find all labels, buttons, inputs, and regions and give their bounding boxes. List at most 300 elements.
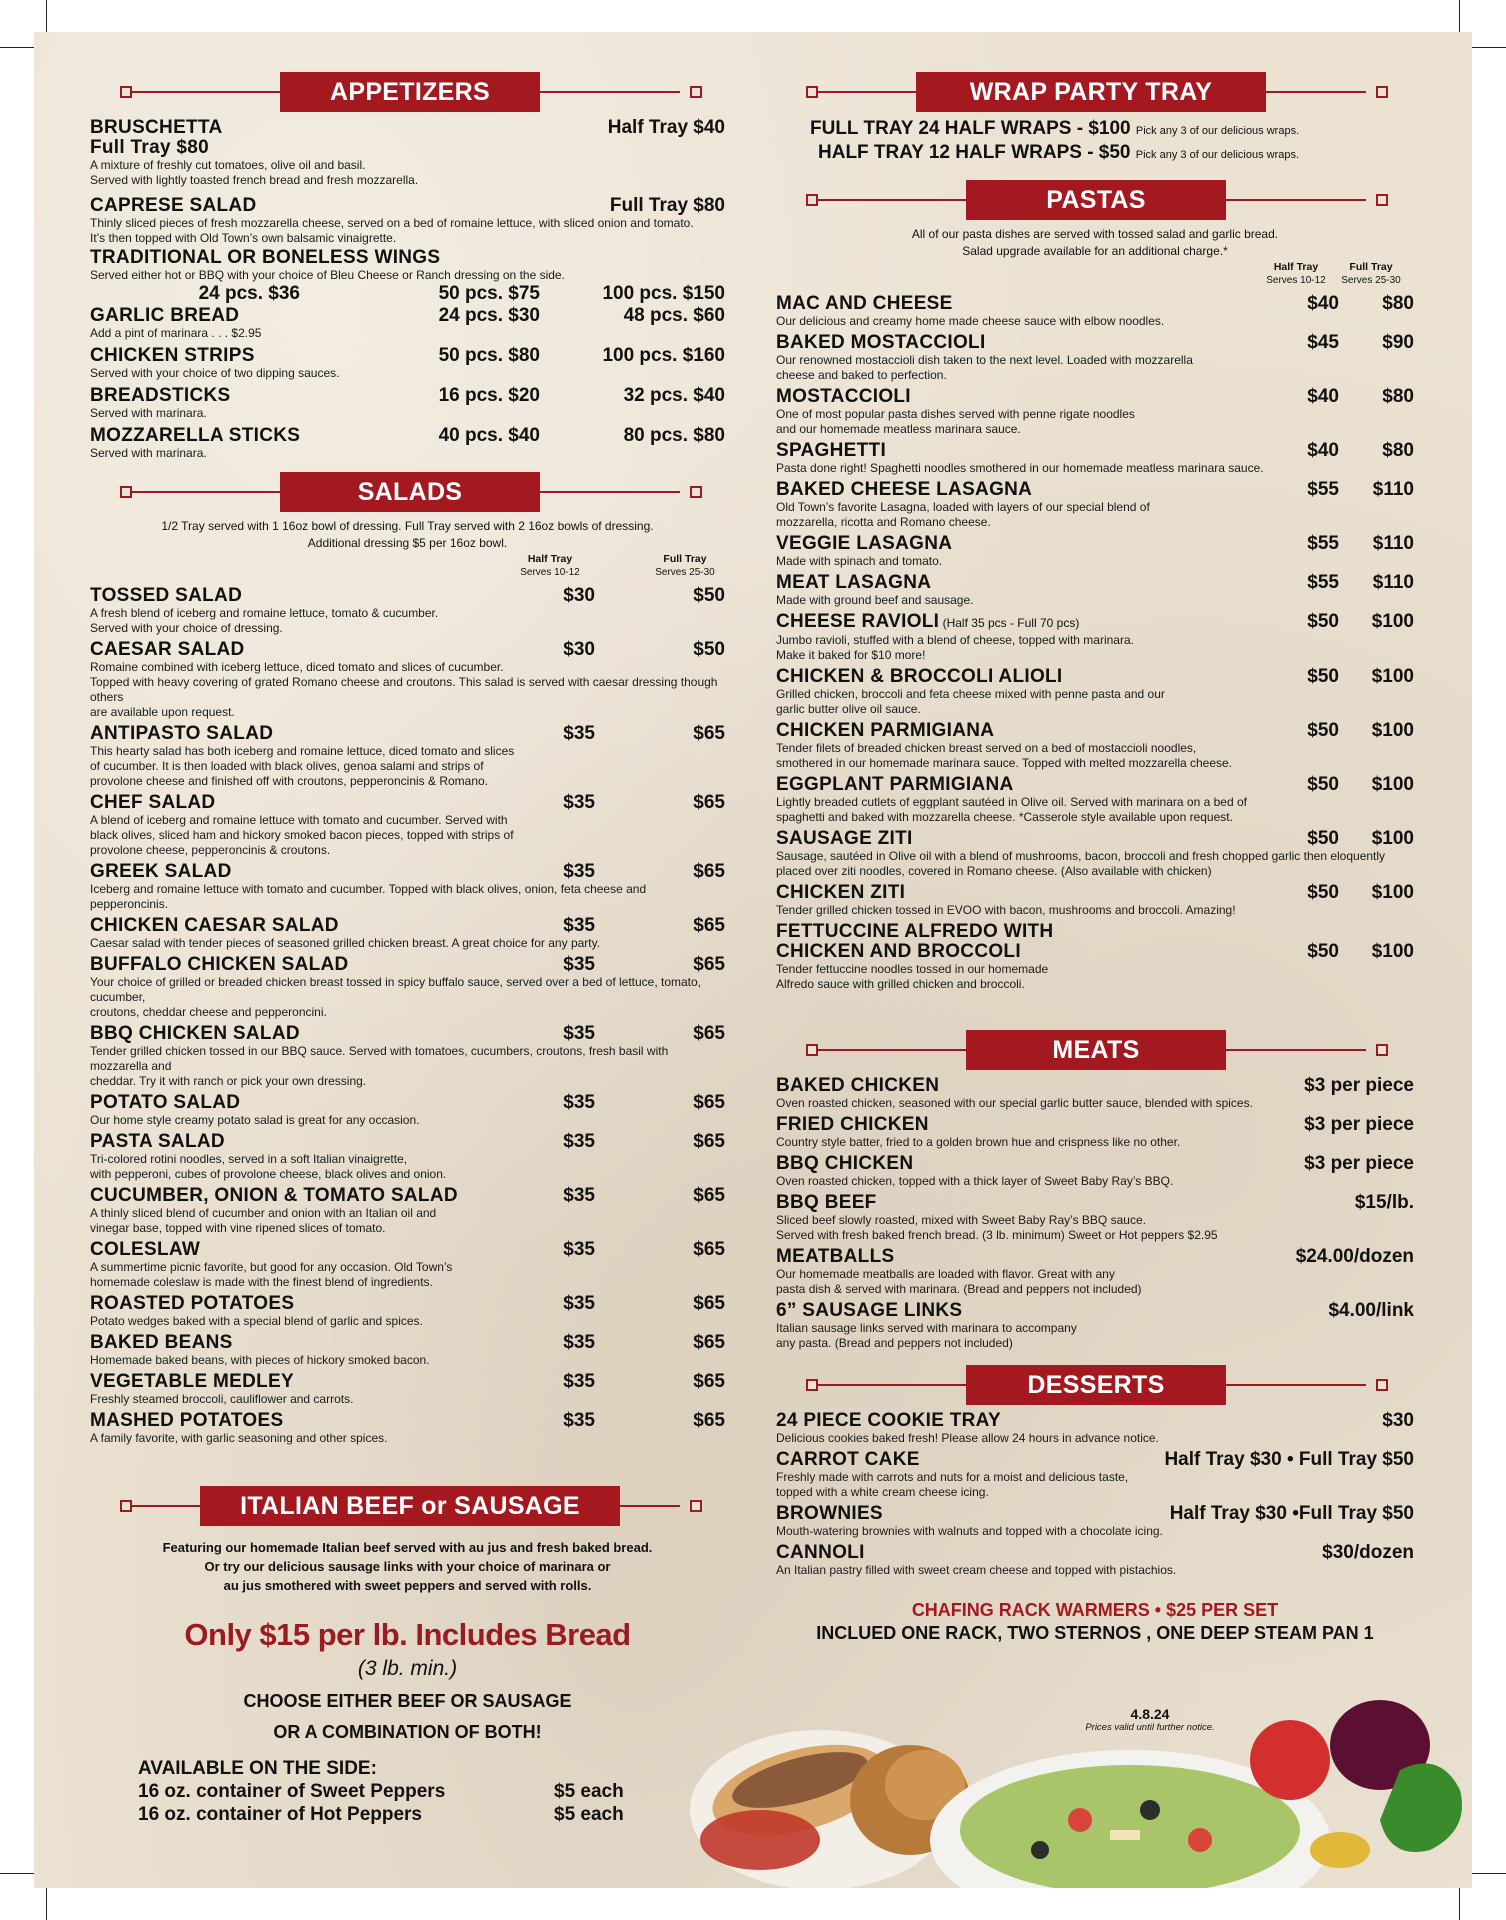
- side-item-name: 16 oz. container of Hot Peppers: [138, 1804, 422, 1825]
- item-description: Served with your choice of two dipping sauces.: [90, 366, 340, 380]
- item-description: provolone cheese, pepperoncinis & croutons.: [90, 843, 331, 857]
- ornament-icon: [1376, 86, 1388, 98]
- menu-item: [90, 916, 725, 951]
- item-name-note: (Half 35 pcs - Full 70 pcs): [939, 616, 1080, 630]
- section-title: PASTAS: [966, 180, 1226, 220]
- pastas-header: [776, 180, 1414, 220]
- item-description: Your choice of grilled or breaded chicken breast tossed in spicy buffalo sauce, served over a bed of lettuce, tomato, cucumber,: [90, 975, 702, 1004]
- beef-choice: OR A COMBINATION OF BOTH!: [273, 1722, 542, 1742]
- price-note: Prices valid until further notice.: [1085, 1722, 1215, 1733]
- full-tray-label: Full Tray Serves 25-30: [655, 553, 715, 578]
- salad-list: [90, 586, 725, 1446]
- item-description: An Italian pastry filled with sweet cream cheese and topped with pistachios.: [776, 1563, 1177, 1577]
- item-description: Romaine combined with iceberg lettuce, diced tomato and slices of cucumber.: [90, 660, 504, 674]
- ornament-icon: [1376, 1044, 1388, 1056]
- item-description: A fresh blend of iceberg and romaine lettuce, tomato & cucumber.: [90, 606, 439, 620]
- item-name: CANNOLI: [776, 1542, 865, 1563]
- item-description: Oven roasted chicken, seasoned with our special garlic butter sauce, blended with spices.: [776, 1096, 1253, 1110]
- menu-item: [776, 534, 1414, 569]
- crop-mark: [1459, 0, 1460, 34]
- right-column: [776, 72, 1414, 1644]
- half-tray-label: Half Tray Serves 10-12: [1266, 261, 1326, 286]
- item-name: SAUSAGE ZITI: [776, 828, 913, 849]
- item-description: are available upon request.: [90, 705, 235, 719]
- item-description: Sliced beef slowly roasted, mixed with Sweet Baby Ray’s BBQ sauce.: [776, 1213, 1146, 1227]
- menu-item: [90, 1024, 725, 1089]
- menu-item: [776, 1247, 1414, 1297]
- full-tray-price: $100: [1371, 828, 1414, 849]
- item-description: Thinly sliced pieces of fresh mozzarella cheese, served on a bed of romaine lettuce, with sliced onion and tomato.: [90, 216, 694, 230]
- item-price: $3 per piece: [1304, 1075, 1414, 1096]
- half-tray-price: $40: [1307, 440, 1339, 461]
- item-description: pasta dish & served with marinara. (Bread and peppers not included): [776, 1282, 1142, 1296]
- item-price: 50 pcs. $80: [438, 345, 540, 366]
- item-description: any pasta. (Bread and peppers not included): [776, 1336, 1013, 1350]
- section-note: All of our pasta dishes are served with tossed salad and garlic bread.: [911, 227, 1279, 241]
- half-tray-price: $35: [563, 1371, 595, 1392]
- section-description: Or try our delicious sausage links with your choice of marinara or: [204, 1559, 611, 1574]
- item-description: A thinly sliced blend of cucumber and onion with an Italian oil and: [90, 1206, 437, 1220]
- half-tray-price: $35: [563, 915, 595, 936]
- menu-item: [776, 1115, 1414, 1150]
- item-description: Our home style creamy potato salad is great for any occasion.: [90, 1113, 420, 1127]
- item-name: CHICKEN AND BROCCOLI: [776, 941, 1021, 962]
- wrap-full-tray: FULL TRAY 24 HALF WRAPS - $100 Pick any 3 of our delicious wraps.: [810, 118, 1300, 139]
- section-title: APPETIZERS: [280, 72, 540, 112]
- full-tray-price: $65: [693, 861, 725, 882]
- half-tray-price: $35: [563, 954, 595, 975]
- menu-item: [90, 1372, 725, 1407]
- section-note: Salad upgrade available for an additional charge.*: [962, 244, 1228, 258]
- item-description: Alfredo sauce with grilled chicken and broccoli.: [776, 977, 1025, 991]
- full-tray-price: $100: [1371, 720, 1414, 741]
- dessert-list: [776, 1411, 1414, 1578]
- menu-item: [776, 667, 1414, 717]
- item-description: homemade coleslaw is made with the finest blend of ingredients.: [90, 1275, 433, 1289]
- full-tray-price: $50: [693, 585, 725, 606]
- full-tray-price: $65: [693, 954, 725, 975]
- wrap-note: Pick any 3 of our delicious wraps.: [1135, 125, 1300, 137]
- item-description: Served with fresh baked french bread. (3 lb. minimum) Sweet or Hot peppers $2.95: [776, 1228, 1218, 1242]
- full-tray-price: $65: [693, 723, 725, 744]
- item-description: cheddar. Try it with ranch or pick your own dressing.: [90, 1074, 367, 1088]
- item-description: This hearty salad has both iceberg and romaine lettuce, diced tomato and slices: [90, 744, 515, 758]
- item-description: cheese and baked to perfection.: [776, 368, 947, 382]
- full-tray-price: $90: [1382, 332, 1414, 353]
- item-price: $30/dozen: [1322, 1542, 1414, 1563]
- menu-item-garlic-bread: [90, 306, 725, 346]
- peppers-icon: [700, 1810, 820, 1870]
- side-item-name: 16 oz. container of Sweet Peppers: [138, 1781, 446, 1802]
- full-tray-price: $100: [1371, 774, 1414, 795]
- half-tray-price: $55: [1307, 572, 1339, 593]
- item-description: smothered in our homemade marinara sauce. Topped with melted mozzarella cheese.: [776, 756, 1233, 770]
- item-description: Country style batter, fried to a golden brown hue and crispness like no other.: [776, 1135, 1181, 1149]
- serves-header: [90, 552, 725, 582]
- menu-item-mozzarella-sticks: [90, 426, 725, 472]
- half-tray-price: $35: [563, 1023, 595, 1044]
- item-price: 40 pcs. $40: [438, 425, 540, 446]
- full-tray-price: $65: [693, 1023, 725, 1044]
- item-price: 48 pcs. $60: [623, 305, 725, 326]
- full-tray-price: $80: [1382, 293, 1414, 314]
- full-tray-price: $110: [1372, 572, 1414, 593]
- item-price: 100 pcs. $160: [602, 345, 725, 366]
- menu-item: [776, 883, 1414, 918]
- item-name: CHICKEN CAESAR SALAD: [90, 915, 339, 936]
- item-description: garlic butter olive oil sauce.: [776, 702, 921, 716]
- ornament-icon: [1376, 1379, 1388, 1391]
- item-name: BBQ CHICKEN: [776, 1153, 914, 1174]
- item-description: mozzarella, ricotta and Romano cheese.: [776, 515, 991, 529]
- menu-item: [776, 387, 1414, 437]
- beef-choice: CHOOSE EITHER BEEF OR SAUSAGE: [243, 1691, 572, 1711]
- half-tray-price: $35: [563, 1185, 595, 1206]
- full-tray-price: $110: [1372, 533, 1414, 554]
- half-tray-price: $35: [563, 861, 595, 882]
- menu-item: [776, 775, 1414, 825]
- crop-mark: [1472, 47, 1506, 48]
- item-description: Jumbo ravioli, stuffed with a blend of cheese, topped with marinara.: [776, 633, 1134, 647]
- item-name: MASHED POTATOES: [90, 1410, 284, 1431]
- menu-item: [776, 1193, 1414, 1243]
- item-description: placed over ziti noodles, covered in Romano cheese. (Also available with chicken): [776, 864, 1212, 878]
- crop-mark: [46, 0, 47, 34]
- pasta-list: [776, 294, 1414, 992]
- item-name: FRIED CHICKEN: [776, 1114, 929, 1135]
- half-tray-price: $35: [563, 1410, 595, 1431]
- item-price: $30: [1382, 1410, 1414, 1431]
- item-name: CAPRESE SALAD: [90, 195, 257, 216]
- item-description: A mixture of freshly cut tomatoes, olive oil and basil.: [90, 158, 366, 172]
- item-name: MAC AND CHEESE: [776, 293, 953, 314]
- menu-item: [90, 1240, 725, 1290]
- item-description: Served with marinara.: [90, 446, 207, 460]
- item-name: MOSTACCIOLI: [776, 386, 911, 407]
- item-name: GARLIC BREAD: [90, 305, 240, 326]
- half-tray-price: $55: [1307, 479, 1339, 500]
- full-tray-price: $65: [693, 1239, 725, 1260]
- item-name: CUCUMBER, ONION & TOMATO SALAD: [90, 1185, 458, 1206]
- item-description: A summertime picnic favorite, but good for any occasion. Old Town’s: [90, 1260, 453, 1274]
- menu-item: [776, 480, 1414, 530]
- item-name: POTATO SALAD: [90, 1092, 241, 1113]
- item-description: Our homemade meatballs are loaded with flavor. Great with any: [776, 1267, 1115, 1281]
- side-title: AVAILABLE ON THE SIDE:: [138, 1758, 377, 1779]
- half-tray-price: $50: [1307, 611, 1339, 632]
- item-name: BREADSTICKS: [90, 385, 231, 406]
- full-tray-label: Full Tray Serves 25-30: [1341, 261, 1401, 286]
- full-tray-price: $65: [693, 1185, 725, 1206]
- ornament-icon: [690, 486, 702, 498]
- item-description: Topped with heavy covering of grated Romano cheese and croutons. This salad is served with caesar dressing though others: [90, 675, 718, 704]
- full-tray-price: $65: [693, 1410, 725, 1431]
- half-tray-price: $55: [1307, 533, 1339, 554]
- menu-item: [776, 829, 1414, 879]
- menu-item: [90, 793, 725, 858]
- left-column: [90, 72, 725, 1826]
- meat-list: [776, 1076, 1414, 1351]
- item-description: Caesar salad with tender pieces of seasoned grilled chicken breast. A great choice for any party.: [90, 936, 601, 950]
- menu-item: [776, 573, 1414, 608]
- item-name: 6” SAUSAGE LINKS: [776, 1300, 963, 1321]
- half-tray-price: $35: [563, 792, 595, 813]
- item-name: ROASTED POTATOES: [90, 1293, 295, 1314]
- full-tray-price: $80: [1382, 440, 1414, 461]
- full-tray-price: $65: [693, 915, 725, 936]
- side-item: [138, 1780, 725, 1803]
- item-name: CHICKEN & BROCCOLI ALIOLI: [776, 666, 1063, 687]
- item-price: Half Tray $30 •Full Tray $50: [1169, 1503, 1414, 1524]
- item-name: VEGETABLE MEDLEY: [90, 1371, 294, 1392]
- ornament-icon: [690, 86, 702, 98]
- item-description: Oven roasted chicken, topped with a thick layer of Sweet Baby Ray’s BBQ.: [776, 1174, 1174, 1188]
- item-description: Served with marinara.: [90, 406, 207, 420]
- item-price: Half Tray $30 • Full Tray $50: [1164, 1449, 1414, 1470]
- wrap-note: Pick any 3 of our delicious wraps.: [1135, 149, 1300, 161]
- menu-item: [90, 955, 725, 1020]
- salads-header: [90, 472, 725, 512]
- appetizers-header: [90, 72, 725, 112]
- item-description: vinegar base, topped with vine ripened slices of tomato.: [90, 1221, 386, 1235]
- full-tray-price: $65: [693, 792, 725, 813]
- item-name: MEAT LASAGNA: [776, 572, 932, 593]
- item-name: CHEESE RAVIOLI (Half 35 pcs - Full 70 pcs): [776, 611, 1080, 632]
- section-note: 1/2 Tray served with 1 16oz bowl of dressing. Full Tray served with 2 16oz bowls of dressing.: [161, 519, 654, 533]
- item-description: Made with ground beef and sausage.: [776, 593, 974, 607]
- item-description: Mouth-watering brownies with walnuts and topped with a chocolate icing.: [776, 1524, 1163, 1538]
- menu-item: [776, 441, 1414, 476]
- menu-item: [90, 1333, 725, 1368]
- item-description: A family favorite, with garlic seasoning and other spices.: [90, 1431, 388, 1445]
- item-name: PASTA SALAD: [90, 1131, 225, 1152]
- menu-item: [90, 1132, 725, 1182]
- item-price: 50 pcs. $75: [438, 283, 540, 304]
- menu-item-bruschetta: [90, 118, 725, 196]
- half-tray-price: $30: [563, 639, 595, 660]
- half-tray-price: $40: [1307, 386, 1339, 407]
- full-tray-price: $65: [693, 1131, 725, 1152]
- item-description: Sausage, sautéed in Olive oil with a blend of mushrooms, bacon, broccoli and fresh chopped garlic then eloquently: [776, 849, 1386, 863]
- menu-item: [90, 1186, 725, 1236]
- item-description: Homemade baked beans, with pieces of hickory smoked bacon.: [90, 1353, 430, 1367]
- wrap-half-tray: HALF TRAY 12 HALF WRAPS - $50 Pick any 3 of our delicious wraps.: [818, 142, 1300, 163]
- wraps-header: [776, 72, 1414, 112]
- item-name: BRUSCHETTA: [90, 117, 223, 138]
- item-price: 100 pcs. $150: [602, 283, 725, 304]
- half-tray-price: $50: [1307, 828, 1339, 849]
- section-title: DESSERTS: [966, 1365, 1226, 1405]
- item-name: BAKED CHICKEN: [776, 1075, 940, 1096]
- item-description: Add a pint of marinara . . . $2.95: [90, 326, 262, 340]
- menu-item: [90, 862, 725, 912]
- full-tray-price: $110: [1372, 479, 1414, 500]
- half-tray-price: $30: [563, 585, 595, 606]
- menu-item: [776, 1543, 1414, 1578]
- half-tray-price: $50: [1307, 882, 1339, 903]
- side-item: [138, 1803, 725, 1826]
- side-item-price: $5 each: [554, 1781, 624, 1802]
- menu-item-chicken-strips: [90, 346, 725, 386]
- item-name: BAKED CHEESE LASAGNA: [776, 479, 1033, 500]
- item-description: Old Town’s favorite Lasagna, loaded with layers of our special blend of: [776, 500, 1150, 514]
- item-description: Freshly steamed broccoli, cauliflower and carrots.: [90, 1392, 354, 1406]
- item-name: MEATBALLS: [776, 1246, 895, 1267]
- half-tray-price: $35: [563, 1131, 595, 1152]
- item-price: 32 pcs. $40: [623, 385, 725, 406]
- menu-item: [90, 1093, 725, 1128]
- menu-item: [90, 1411, 725, 1446]
- half-tray-price: $40: [1307, 293, 1339, 314]
- menu-item: [776, 1301, 1414, 1351]
- item-description: Tender fettuccine noodles tossed in our homemade: [776, 962, 1049, 976]
- ornament-icon: [1376, 194, 1388, 206]
- chafing-detail: INCLUED ONE RACK, TWO STERNOS , ONE DEEP STEAM PAN 1: [816, 1623, 1374, 1643]
- item-name: BAKED MOSTACCIOLI: [776, 332, 986, 353]
- half-tray-price: $35: [563, 1239, 595, 1260]
- menu-item: [90, 1294, 725, 1329]
- item-description: black olives, sliced ham and hickory smoked bacon pieces, topped with strips of: [90, 828, 514, 842]
- half-tray-price: $35: [563, 1332, 595, 1353]
- item-name: EGGPLANT PARMIGIANA: [776, 774, 1014, 795]
- crop-mark: [0, 1873, 34, 1874]
- item-description: provolone cheese and finished off with croutons, pepperoncinis & Romano.: [90, 774, 489, 788]
- item-name: SPAGHETTI: [776, 440, 887, 461]
- item-name: VEGGIE LASAGNA: [776, 533, 953, 554]
- item-price: 16 pcs. $20: [438, 385, 540, 406]
- item-name: FETTUCCINE ALFREDO WITH: [776, 921, 1054, 942]
- item-description: topped with a white cream cheese icing.: [776, 1485, 989, 1499]
- full-tray-price: $100: [1371, 611, 1414, 632]
- half-tray-price: $35: [563, 1293, 595, 1314]
- item-price: $24.00/dozen: [1295, 1246, 1414, 1267]
- item-name: CHICKEN PARMIGIANA: [776, 720, 995, 741]
- half-tray-price: $50: [1307, 774, 1339, 795]
- menu-item: [776, 294, 1414, 329]
- section-title: MEATS: [966, 1030, 1226, 1070]
- full-tray-price: $65: [693, 1332, 725, 1353]
- item-name: CARROT CAKE: [776, 1449, 920, 1470]
- menu-item: [90, 586, 725, 636]
- item-description: Freshly made with carrots and nuts for a moist and delicious taste,: [776, 1470, 1129, 1484]
- half-tray-price: $45: [1307, 332, 1339, 353]
- beef-minimum: (3 lb. min.): [357, 1657, 458, 1680]
- item-description: spaghetti and baked with mozzarella cheese. *Casserole style available upon request.: [776, 810, 1233, 824]
- item-description: Pasta done right! Spaghetti noodles smothered in our homemade meatless marinara sauce.: [776, 461, 1264, 475]
- menu-item: [776, 612, 1414, 663]
- full-tray-price: $65: [693, 1293, 725, 1314]
- section-description: au jus smothered with sweet peppers and served with rolls.: [223, 1578, 592, 1593]
- half-tray-price: $50: [1307, 720, 1339, 741]
- item-price: $4.00/link: [1328, 1300, 1414, 1321]
- item-description: Tender grilled chicken tossed in EVOO with bacon, mushrooms and broccoli. Amazing!: [776, 903, 1236, 917]
- item-name: MOZZARELLA STICKS: [90, 425, 301, 446]
- crop-mark: [0, 47, 34, 48]
- item-price: Half Tray $40: [607, 117, 725, 138]
- item-description: Iceberg and romaine lettuce with tomato and cucumber. Topped with black olives, onion, feta cheese and pepperoncinis.: [90, 882, 647, 911]
- item-description: of cucumber. It is then loaded with black olives, genoa salami and strips of: [90, 759, 484, 773]
- menu-item: [776, 1154, 1414, 1189]
- full-tray-price: $100: [1371, 882, 1414, 903]
- menu-item: [90, 640, 725, 720]
- item-description: Grilled chicken, broccoli and feta cheese mixed with penne pasta and our: [776, 687, 1165, 701]
- full-tray-price: $50: [693, 639, 725, 660]
- item-description: Served with your choice of dressing.: [90, 621, 283, 635]
- menu-item-caprese: [90, 196, 725, 248]
- section-title: ITALIAN BEEF or SAUSAGE: [200, 1486, 620, 1526]
- item-description: Lightly breaded cutlets of eggplant sautéed in Olive oil. Served with marinara on a bed of: [776, 795, 1247, 809]
- food-photo: [680, 1690, 1472, 1888]
- item-description: Our renowned mostaccioli dish taken to the next level. Loaded with mozzarella: [776, 353, 1193, 367]
- item-name: TOSSED SALAD: [90, 585, 243, 606]
- item-description: It’s then topped with Old Town’s own balsamic vinaigrette.: [90, 231, 397, 245]
- section-title: SALADS: [280, 472, 540, 512]
- italian-beef-header: [90, 1486, 725, 1526]
- item-name: BBQ BEEF: [776, 1192, 877, 1213]
- menu-item: [90, 724, 725, 789]
- revision-date: 4.8.24: [1130, 1706, 1170, 1722]
- item-name: BAKED BEANS: [90, 1332, 233, 1353]
- item-price: $3 per piece: [1304, 1153, 1414, 1174]
- menu-item-breadsticks: [90, 386, 725, 426]
- menu-item: [776, 1411, 1414, 1446]
- item-description: and our homemade meatless marinara sauce.: [776, 422, 1021, 436]
- item-name: CHEF SALAD: [90, 792, 216, 813]
- item-name: BUFFALO CHICKEN SALAD: [90, 954, 349, 975]
- meats-header: [776, 1030, 1414, 1070]
- item-description: Made with spinach and tomato.: [776, 554, 943, 568]
- item-price: Full Tray $80: [609, 195, 725, 216]
- item-name: CAESAR SALAD: [90, 639, 245, 660]
- item-description: A blend of iceberg and romaine lettuce with tomato and cucumber. Served with: [90, 813, 508, 827]
- item-description: Served with lightly toasted french bread and fresh mozzarella.: [90, 173, 419, 187]
- half-tray-label: Half Tray Serves 10-12: [520, 553, 580, 578]
- item-price: 24 pcs. $30: [438, 305, 540, 326]
- item-description: Our delicious and creamy home made cheese sauce with elbow noodles.: [776, 314, 1165, 328]
- item-description: Tender filets of breaded chicken breast served on a bed of mostaccioli noodles,: [776, 741, 1197, 755]
- ornament-icon: [690, 1500, 702, 1512]
- section-description: Featuring our homemade Italian beef served with au jus and fresh baked bread.: [162, 1540, 653, 1555]
- item-name: BBQ CHICKEN SALAD: [90, 1023, 300, 1044]
- tomato-icon: [1250, 1720, 1330, 1800]
- half-tray-price: $35: [563, 723, 595, 744]
- menu-item: [776, 922, 1414, 992]
- beef-price: Only $15 per lb. Includes Bread: [184, 1617, 631, 1652]
- item-name: 24 PIECE COOKIE TRAY: [776, 1410, 1001, 1431]
- item-description: Tri-colored rotini noodles, served in a soft Italian vinaigrette,: [90, 1152, 408, 1166]
- item-price: $3 per piece: [1304, 1114, 1414, 1135]
- crop-mark: [1459, 1888, 1460, 1920]
- chafing-title: CHAFING RACK WARMERS • $25 PER SET: [911, 1600, 1279, 1620]
- item-name: ANTIPASTO SALAD: [90, 723, 274, 744]
- desserts-header: [776, 1365, 1414, 1405]
- half-tray-price: $50: [1307, 666, 1339, 687]
- item-name: COLESLAW: [90, 1239, 201, 1260]
- menu-item: [776, 721, 1414, 771]
- full-tray-price: $100: [1371, 666, 1414, 687]
- item-name: GREEK SALAD: [90, 861, 232, 882]
- item-price: 80 pcs. $80: [623, 425, 725, 446]
- menu-item: [776, 1076, 1414, 1111]
- menu-item: [776, 1450, 1414, 1500]
- serves-header: [776, 260, 1414, 290]
- item-description: Tender grilled chicken tossed in our BBQ sauce. Served with tomatoes, cucumbers, croutons, fresh basil with mozzarella and: [90, 1044, 669, 1073]
- item-description: Italian sausage links served with marinara to accompany: [776, 1321, 1077, 1335]
- crop-mark: [1472, 1873, 1506, 1874]
- item-price: Full Tray $80: [90, 137, 210, 158]
- item-description: One of most popular pasta dishes served with penne rigate noodles: [776, 407, 1135, 421]
- full-tray-price: $65: [693, 1371, 725, 1392]
